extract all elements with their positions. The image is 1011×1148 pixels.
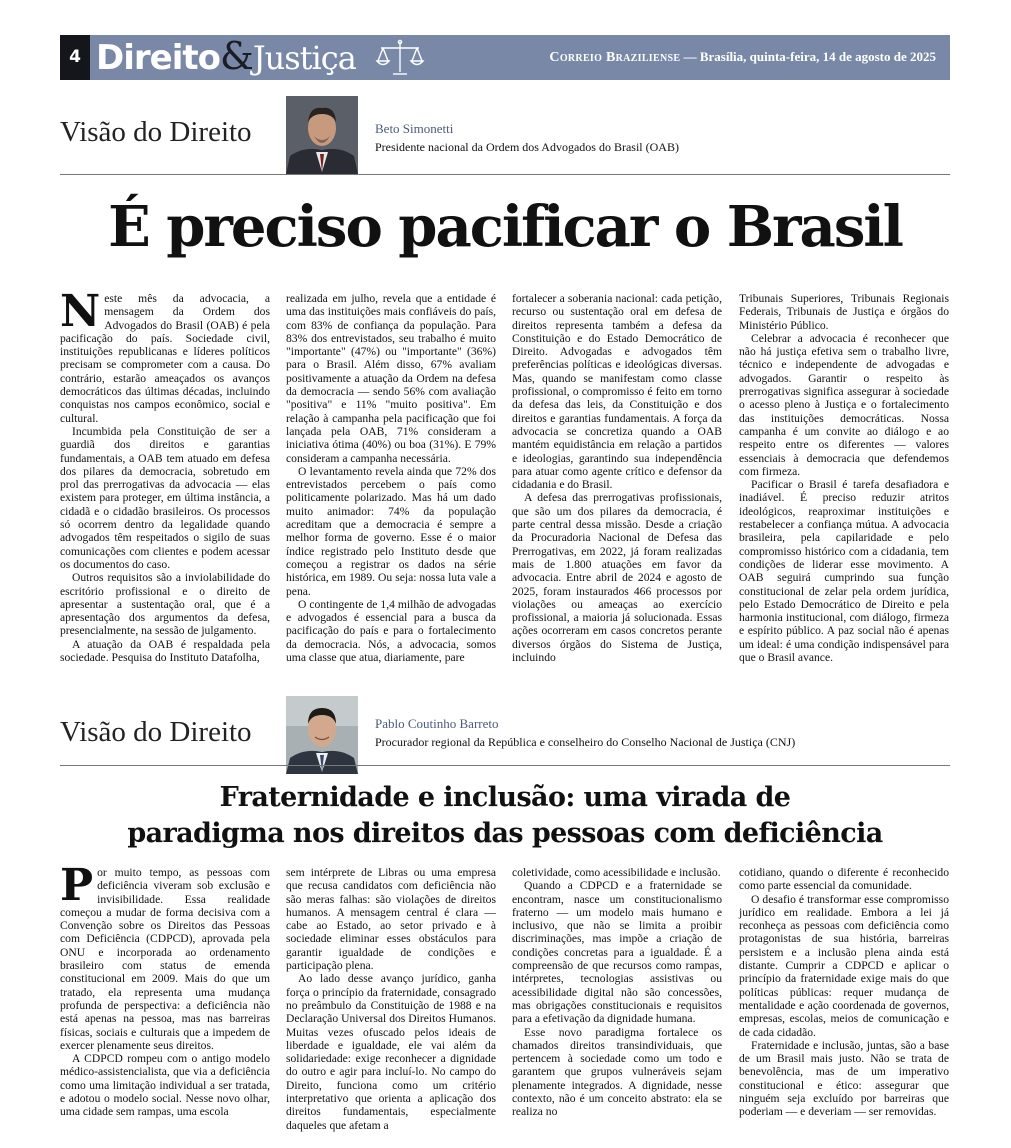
headline-line-2: paradigma nos direitos das pessoas com deficiência [127,818,883,849]
paragraph: A CDPCD rompeu com o antigo modelo médico-assistencialista, que via a deficiência como uma limitação individual a ser tratada, e adotou o modelo social. Nesse novo olhar, uma cidade sem rampas, uma escola [60,1052,270,1119]
paragraph: Ao lado desse avanço jurídico, ganha força o princípio da fraternidade, consagrado no preâmbulo da Constituição de 1988 e na Declaração Universal dos Direitos Humanos. Muitas vezes ofuscado pelos ideais de liberdade e igualdade, ele vai além da solidariedade: exige reconhecer a dignidade do outro e agir para incluí-lo. No campo do Direito, funciona como um critério interpretativo que orienta a aplicação dos direitos fundamentais, especialmente daqueles que afetam a [286,972,496,1132]
author-name: Beto Simonetti [375,121,454,136]
article2-column-4 [739,866,949,1122]
author-name: Pablo Coutinho Barreto [375,716,499,731]
article2-column-3 [512,866,722,1122]
author-portrait-icon [286,96,358,174]
article2-column-1 [60,860,270,1122]
section-kicker: Visão do Direito [60,116,252,148]
publication-name: Correio Braziliense [549,50,681,65]
paragraph: O contingente de 1,4 milhão de advogadas e advogados é essencial para a busca da pacificação do país e para o fortalecimento da democracia. Nós, a advocacia, somos uma classe que atua, diariamente, pare [286,597,496,665]
paragraph: Esse novo paradigma fortalece os chamados direitos transindividuais, que pertencem à sociedade como um todo e garantem que grupos vulneráveis sejam plenamente integrados. A dignidade, nesse contexto, não é um conceito abstrato: ela se realiza no [512,1025,722,1119]
paragraph: Pacificar o Brasil é tarefa desafiadora e inadiável. É preciso reduzir atritos ideológicos, reaproximar instituições e restabelecer a confiança mútua. A advocacia brasileira, pela capilaridade e pelo compromisso histórico com a cidadania, tem condições de liderar esse movimento. A OAB seguirá cumprindo sua função constitucional de zelar pela ordem jurídica, pelo Estado Democrático de Direito e pela harmonia institucional, com diálogo, firmeza e espírito público. A paz social não é apenas um ideal: é uma condição indispensável para que o Brasil avance. [739,478,949,665]
page-number: 4 [60,35,90,80]
article1-column-2 [286,292,496,672]
scales-of-justice-icon [375,39,425,77]
paragraph: Fraternidade e inclusão, juntas, são a base de um Brasil mais justo. Não se trata de benevolência, mas de um imperativo constitucional e ético: assegurar que ninguém seja excluído por barreiras que poderiam — e deveriam — ser removidas. [739,1038,949,1119]
author-photo [286,96,358,174]
article1-column-4 [739,292,949,672]
section-title [96,32,356,80]
author-portrait-icon [286,696,358,774]
drop-cap: N [60,286,101,337]
dateline: — Brasília, quinta-feira, 14 de agosto de 2025 [683,49,936,64]
paragraph: Tribunais Superiores, Tribunais Regionais Federais, Tribunais de Justiça e órgãos do Ministério Público. [739,292,949,332]
paragraph: O desafio é transformar esse compromisso jurídico em realidade. Embora a lei já reconheça as pessoas com deficiência como protagonistas de sua história, barreiras persistem e a inclusão plena ainda está distante. Cumprir a CDPCD e aplicar o princípio da fraternidade exige mais do que políticas públicas: requer mudança de mentalidade e ação coordenada de governos, empresas, escolas, meios de comunicação e de cada cidadão. [739,892,949,1039]
paragraph [60,286,270,425]
paragraph: A atuação da OAB é respaldada pela sociedade. Pesquisa do Instituto Datafolha, [60,637,270,665]
author-role: Procurador regional da República e conselheiro do Conselho Nacional de Justiça (CNJ) [375,735,796,749]
divider-rule [60,174,950,175]
section-header-band [60,35,950,80]
paragraph: fortalecer a soberania nacional: cada petição, recurso ou sustentação oral em defesa de direitos representa também a defesa da Constituição e do Estado Democrático de Direito. Advogadas e advogados têm preferências políticas e ideológicas diversas. Mas, quando se manifestam como classe profissional, o compromisso é feito em torno da defesa das leis, da Constituição e dos direitos e garantias fundamentais. A força da advocacia se concretiza quando a OAB mantém equidistância em relação a partidos e ideologias, garantindo sua independência para atuar como agente crítico e defensor da cidadania e do Brasil. [512,292,722,492]
divider-rule [60,765,950,766]
paragraph: Outros requisitos são a inviolabilidade do escritório profissional e o direito de apresentar a sustentação oral, que é a apresentação dos argumentos da defesa, presencialmente, na sessão de julgamento. [60,571,270,638]
paragraph: Incumbida pela Constituição de ser a guardiã dos direitos e garantias fundamentais, a OAB tem atuado em defesa dos pilares da democracia, sobretudo em prol das prerrogativas da advocacia — elas existem para proteger, em última instância, a cidadã e o cidadão brasileiros. Os processos só ocorrem dentro da legalidade quando advogados têm respeitados o sigilo de suas comunicações com clientes e podem acessar os documentos do caso. [60,424,270,571]
section-title-main: Direito [96,38,220,78]
paragraph: coletividade, como acessibilidade e inclusão. [512,866,721,879]
article1-column-3 [512,292,722,672]
section-title-amp: & [219,34,253,78]
author-photo [286,696,358,774]
masthead [549,49,936,66]
drop-cap: P [60,860,94,911]
paragraph: sem intérprete de Libras ou uma empresa que recusa candidatos com deficiência não são meras falhas: são violações de direitos humanos. A mensagem central é clara — cabe ao Estado, ao setor privado e à sociedade eliminar esses obstáculos para garantir igualdade de condições e participação plena. [286,866,496,973]
paragraph [60,860,270,1052]
article1-column-1 [60,286,270,672]
paragraph: A defesa das prerrogativas profissionais, que são um dos pilares da democracia, é parte central dessa missão. Desde a criação da Procuradoria Nacional de Defesa das Prerrogativas, em 2022, já foram realizadas mais de 1.800 atuações em favor da advocacia. Entre abril de 2024 e agosto de 2025, foram instaurados 466 processos por violações ou ameaças ao exercício profissional, a maioria já solucionada. Essas ações ocorreram em casos concretos perante diversos órgãos do Sistema de Justiça, incluindo [512,491,722,665]
section-title-second: Justiça [252,39,356,77]
paragraph-text: or muito tempo, as pessoas com deficiência viveram sob exclusão e invisibilidade. Essa realidade começou a mudar de forma decisiva com a Convenção sobre os Direitos das Pessoas com Deficiência (CDPCD), aprovada pela ONU e incorporada ao ordenamento brasileiro com status de emenda constitucional em 2009. Mais do que um tratado, ela representa uma mudança profunda de perspectiva: a deficiência não está apenas na pessoa, mas nas barreiras físicas, sociais e culturais que a impedem de exercer plenamente seus direitos. [60,866,270,1052]
paragraph: O levantamento revela ainda que 72% dos entrevistados percebem o país como politicamente polarizado. Mas há um dado muito animador: 74% da população acreditam que a democracia é sempre a melhor forma de governo. Esse é o maior índice registrado pelo Instituto desde que começou a registrar os dados na série histórica, em 1989. Ou seja: nossa luta vale a pena. [286,464,496,598]
paragraph-text: este mês da advocacia, a mensagem da Ordem dos Advogados do Brasil (OAB) é pela pacificação do país. Sociedade civil, instituições republicanas e líderes políticos precisam se comprometer com a causa. Do contrário, estarão ameaçados os avanços democráticos das últimas décadas, incluindo conquistas nos campos econômico, social e cultural. [60,292,270,425]
section-kicker: Visão do Direito [60,716,252,748]
paragraph: Quando a CDPCD e a fraternidade se encontram, nasce um constitucionalismo fraterno — um modelo mais humano e inclusivo, que não se limita a proibir discriminações, mas impõe a criação de condições concretas para a igualdade. É a compreensão de que recursos como rampas, intérpretes, tecnologias assistivas ou acessibilidade digital não são concessões, mas obrigações constitucionais e requisitos para a efetivação da dignidade humana. [512,879,722,1026]
author-role: Presidente nacional da Ordem dos Advogados do Brasil (OAB) [375,140,679,154]
paragraph: cotidiano, quando o diferente é reconhecido como parte essencial da comunidade. [739,866,949,893]
paragraph: realizada em julho, revela que a entidade é uma das instituições mais confiáveis do país, com 83% de confiança da população. Para 83% dos entrevistados, seu trabalho é muito "importante" (47%) ou "importante" (36%) para o Brasil. Além disso, 67% avaliam positivamente a atuação da Ordem na defesa da democracia — sendo 56% com avaliação "positiva" e 11% "muito positiva". Em relação à campanha pela pacificação que foi lançada pela OAB, 71% consideram a iniciativa ótima (40%) ou boa (31%). E 79% consideram a campanha necessária. [286,292,496,465]
article2-column-2 [286,866,496,1132]
headline-line-1: Fraternidade e inclusão: uma virada de [219,782,791,813]
headline: É preciso pacificar o Brasil [108,194,902,260]
paragraph: Celebrar a advocacia é reconhecer que não há justiça efetiva sem o trabalho livre, técnico e independente de advogadas e advogados. Garantir o respeito às prerrogativas significa assegurar à sociedade o acesso pleno à Justiça e o fortalecimento das instituições democráticas. Nossa campanha é um convite ao diálogo e ao respeito entre os diferentes — valores essenciais à democracia que defendemos com firmeza. [739,331,949,478]
